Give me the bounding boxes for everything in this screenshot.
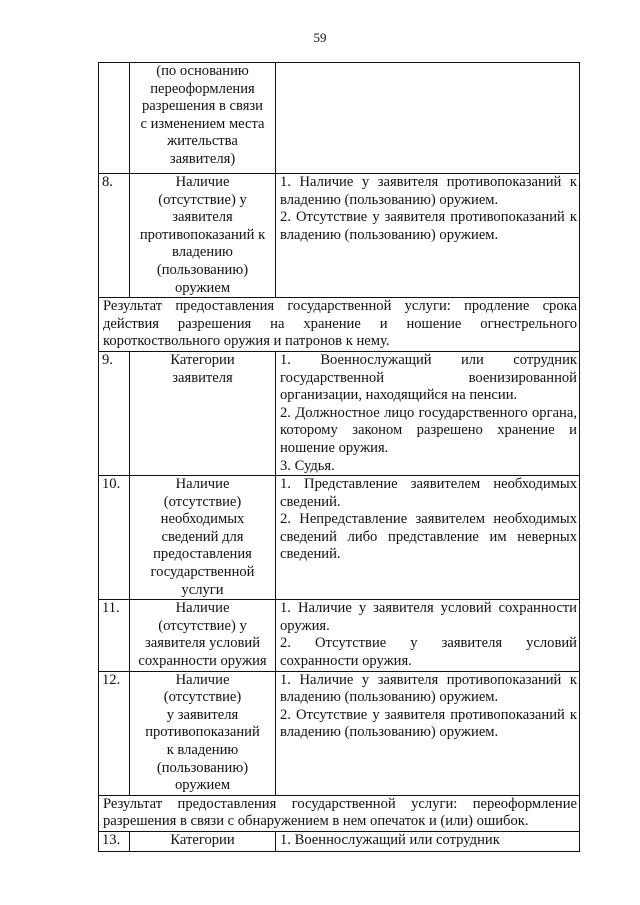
result-row <box>99 795 580 831</box>
criterion-value-item: 2. Непредставление заявителем необходимых сведений либо представление им неверных сведений. <box>280 511 577 563</box>
criterion-value-item: 1. Наличие у заявителя противопоказаний к владению (пользованию) оружием. <box>280 174 577 208</box>
table-row <box>99 600 580 671</box>
row-number: 8. <box>99 174 130 298</box>
criterion-name: Наличие (отсутствие) у заявителя противопоказаний к владению (пользованию) оружием <box>130 174 276 298</box>
criterion-values <box>276 351 580 475</box>
table-row <box>99 174 580 298</box>
table-row <box>99 63 580 174</box>
service-result-text: Результат предоставления государственной услуги: переоформление разрешения в связи с обнаружением в нем опечаток и (или) ошибок. <box>99 795 580 831</box>
criterion-value-item: 2. Отсутствие у заявителя противопоказаний к владению (пользованию) оружием. <box>280 209 577 243</box>
table-row <box>99 671 580 795</box>
criterion-name: Наличие (отсутствие) у заявителя противопоказаний к владению (пользованию) оружием <box>130 671 276 795</box>
criterion-value-item: 1. Представление заявителем необходимых сведений. <box>280 476 577 510</box>
row-number: 13. <box>99 831 130 851</box>
page-number: 59 <box>313 30 327 45</box>
criterion-value-item: 2. Должностное лицо государственного органа, которому законом разрешено хранение и ношение оружия. <box>280 404 577 456</box>
row-number: 9. <box>99 351 130 475</box>
criterion-values <box>276 63 580 174</box>
criterion-value-item: 1. Военнослужащий или сотрудник государственной военизированной организации, находящийся на пенсии. <box>280 351 577 404</box>
criterion-values <box>276 671 580 795</box>
row-number: 12. <box>99 671 130 795</box>
criterion-name: Наличие (отсутствие) необходимых сведений для предоставления государственной услуги <box>130 476 276 600</box>
criterion-name: Категории заявителя <box>130 351 276 475</box>
criterion-value-item: 2. Отсутствие у заявителя условий сохранности оружия. <box>280 635 577 670</box>
criterion-values <box>276 174 580 298</box>
criterion-value-item: 1. Военнослужащий или сотрудник <box>280 831 500 848</box>
document-table-wrapper <box>98 62 579 852</box>
table-row <box>99 351 580 475</box>
criterion-values <box>276 600 580 671</box>
criterion-name: Наличие (отсутствие) у заявителя условий сохранности оружия <box>130 600 276 671</box>
criterion-name: Категории <box>130 831 276 851</box>
result-row <box>99 298 580 352</box>
table-row <box>99 476 580 600</box>
service-result-text: Результат предоставления государственной услуги: продление срока действия разрешения на хранение и ношение огнестрельного короткоствольного оружия и патронов к нему. <box>99 298 580 352</box>
row-number <box>99 63 130 174</box>
criterion-values <box>276 831 580 851</box>
criterion-name: (по основанию переоформления разрешения в связи с изменением места жительства заявителя) <box>130 63 276 174</box>
criterion-value-item: 2. Отсутствие у заявителя противопоказаний к владению (пользованию) оружием. <box>280 706 577 741</box>
criterion-value-item: 1. Наличие у заявителя противопоказаний к владению (пользованию) оружием. <box>280 671 577 706</box>
criterion-value-item: 3. Судья. <box>280 457 335 474</box>
table-row <box>99 831 580 851</box>
conditions-table <box>98 62 580 852</box>
row-number: 10. <box>99 476 130 600</box>
row-number: 11. <box>99 600 130 671</box>
criterion-value-item: 1. Наличие у заявителя условий сохранности оружия. <box>280 600 577 634</box>
criterion-values <box>276 476 580 600</box>
